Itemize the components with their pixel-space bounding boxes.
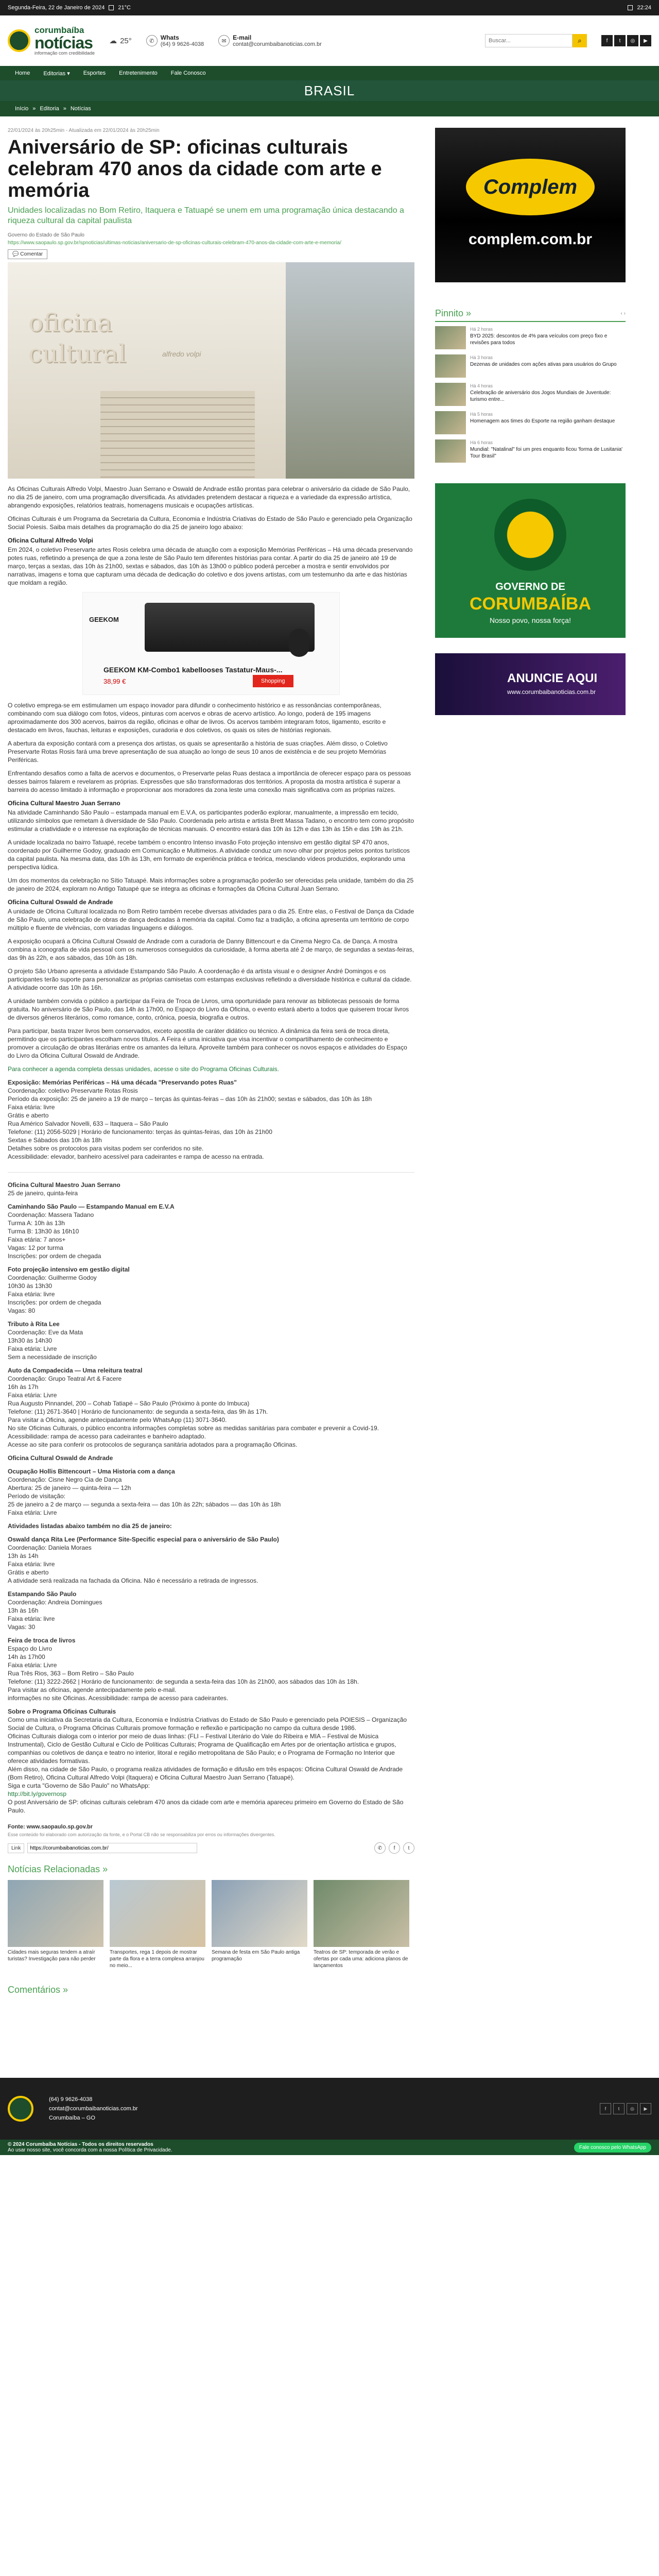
comment-icon: 💬 bbox=[12, 251, 21, 257]
schedule-line: Coordenação: Grupo Teatral Art & Facere bbox=[8, 1375, 122, 1382]
paragraph: As Oficinas Culturais Alfredo Volpi, Maestro Juan Serrano e Oswald de Andrade estão prontas para celebrar o aniversário da cidade de São Paulo, no dia 25 de janeiro, com uma programação diversificada. As atividades pretendem destacar a riqueza e a variedade da expressão artística, abrangendo exposições, relatórios teatrais, homenagens musicais e ocupações artísticas. bbox=[8, 485, 410, 509]
schedule-title: Oswald dança Rita Lee (Performance Site-Specific especial para o aniversário de São Paulo) bbox=[8, 1536, 279, 1543]
top-weather: 21°C bbox=[118, 5, 131, 11]
schedule-title: Caminhando São Paulo — Estampando Manual em E.V.A bbox=[8, 1203, 175, 1210]
schedule-title: Feira de troca de livros bbox=[8, 1637, 76, 1644]
schedule-line: Faixa etária: livre bbox=[8, 1561, 55, 1568]
article-author: Governo do Estado de São Paulo bbox=[8, 232, 84, 238]
instagram-icon[interactable]: ◎ bbox=[627, 2103, 638, 2114]
ad-complem-logo: Complem bbox=[466, 159, 595, 215]
schedule-line: Coordenação: Daniela Moraes bbox=[8, 1544, 92, 1551]
schedule-line: 14h às 17h00 bbox=[8, 1653, 45, 1660]
paragraph: O projeto São Urbano apresenta a atividade Estampando São Paulo. A coordenação é da artista visual e o designer André Domingos e os participantes terão suporte para personalizar as próprias camisetas com estampas exclusivas refletindo a diversidade histórica e cultural da cidade. A atividade ocorre das 10h às 16h. bbox=[8, 968, 412, 991]
pinned-title: Homenagem aos times do Esporte na região ganham destaque bbox=[470, 418, 615, 424]
schedule-line: 10h30 às 13h30 bbox=[8, 1282, 53, 1290]
comments-heading: Comentários » bbox=[8, 1985, 68, 1995]
crumb-sep: » bbox=[32, 106, 36, 112]
schedule-line: Coordenação: Cisne Negro Cia de Dança bbox=[8, 1476, 122, 1483]
schedule-line: Além disso, na cidade de São Paulo, o programa realiza atividades de formação e difusão em três espaços: Oficina Cultural Oswald de Andrade (Bom Retiro), Oficina Cultural Alfredo Volpi (Itaquera) e Oficina Cultural Maestro Juan Serrano (Tatuapé). bbox=[8, 1766, 403, 1781]
pinned-heading bbox=[435, 308, 626, 322]
pinned-title: BYD 2025: descontos de 4% para veículos com preço fixo e revisões para todos bbox=[470, 333, 608, 346]
comment-button[interactable] bbox=[8, 249, 47, 259]
clock-icon bbox=[628, 5, 633, 10]
source-block bbox=[8, 1824, 414, 1837]
schedule-line: Inscrições: por ordem de chegada bbox=[8, 1252, 101, 1260]
schedule-title: Foto projeção intensivo em gestão digital bbox=[8, 1266, 130, 1273]
paragraph: Na atividade Caminhando São Paulo – estampada manual em E.V.A, os participantes poderão explorar, manualmente, a impressão em tecido, utilizando símbolos que remetam à diversidade de São Paulo. Coordenada pelo artista e artista Brett Massa Tadano, o encontro tem como propósito estimular a criatividade e o interesse na exploração de técnicas manuais. O encontro estará das 10h às 12h e das 13h às 15h e das 19h às 21h. bbox=[8, 809, 414, 833]
section-banner: BRASIL bbox=[0, 80, 659, 101]
pinned-item[interactable] bbox=[435, 439, 626, 463]
related-heading: Notícias Relacionadas » bbox=[8, 1864, 108, 1874]
instagram-icon[interactable]: ◎ bbox=[627, 35, 638, 46]
schedule-line: O post Aniversário de SP: oficinas culturais celebram 470 anos da cidade com arte e memória apareceu primeiro em Governo do Estado de São Paulo. bbox=[8, 1799, 404, 1814]
nav-editorias[interactable]: Editorias ▾ bbox=[43, 70, 70, 77]
related-title: Cidades mais seguras tendem a atraír turistas? Investigação para não perder bbox=[8, 1950, 96, 1962]
current-date: Segunda-Feira, 22 de Janeiro de 2024 bbox=[8, 5, 105, 11]
schedule-line: Siga e curta "Governo de São Paulo" no WhatsApp: bbox=[8, 1782, 150, 1789]
nav-esportes[interactable]: Esportes bbox=[83, 70, 106, 76]
schedule-line: Período de visitação: bbox=[8, 1493, 66, 1500]
top-bar bbox=[0, 0, 659, 15]
pinned-time: Há 3 horas bbox=[470, 355, 493, 360]
schedule-line: 25 de janeiro, quinta-feira bbox=[8, 1190, 78, 1197]
paragraph: A abertura da exposição contará com a presença dos artistas, os quais se apresentarão a história de suas criações. Além disso, o Coletivo Preservarte Rotas Rosis fará uma breve apresentação de sua atuação ao longo de seus 10 anos de existência e de seu projeto Memórias Periféricas. bbox=[8, 740, 388, 764]
schedule-line: Turma A: 10h às 13h bbox=[8, 1219, 65, 1227]
crumb-sep: » bbox=[63, 106, 66, 112]
whatsapp-icon: ✆ bbox=[146, 35, 158, 46]
schedule-line: Coordenação: coletivo Preservarte Rotas Rosis bbox=[8, 1087, 138, 1094]
sidebar bbox=[435, 128, 626, 2057]
schedule-title: Ocupação Hollis Bittencourt – Uma Historia com a dança bbox=[8, 1468, 175, 1475]
schedule-line: A atividade será realizada na fachada da Oficina. Não é necessário a retirada de ingressos. bbox=[8, 1577, 258, 1584]
schedule-line: Faixa etária: Livre bbox=[8, 1509, 57, 1516]
source-note: Esse conteúdo foi elaborado com autorização da fonte, e o Portal CB não se responsabiliza por erros ou informações divergentes. bbox=[8, 1832, 275, 1837]
schedule-line: 13h30 às 14h30 bbox=[8, 1337, 53, 1344]
crumb-home[interactable]: Início bbox=[15, 106, 29, 112]
main-nav bbox=[0, 66, 659, 80]
pinned-item[interactable] bbox=[435, 354, 626, 378]
youtube-icon[interactable]: ▶ bbox=[640, 35, 651, 46]
schedule-line: Período da exposição: 25 de janeiro a 19 de março – terças às quintas-feiras – das 10h às 21h00; sextas e sábados, das 10h às 18h bbox=[8, 1095, 372, 1103]
schedule-line: Turma B: 13h30 às 16h10 bbox=[8, 1228, 79, 1235]
whatsapp-float-button[interactable]: Fale conosco pelo WhatsApp bbox=[574, 2143, 651, 2153]
pinned-title: Celebração de aniversário dos Jogos Mundiais de Juventude: turismo entre... bbox=[470, 390, 611, 402]
schedule-line: Telefone: (11) 2056-5029 | Horário de funcionamento: terças às quintas-feiras, das 10h às 21h00 bbox=[8, 1128, 272, 1136]
schedule-line: Detalhes sobre os protocolos para visitas podem ser conferidos no site. bbox=[8, 1145, 204, 1152]
paragraph: A unidade também convida o público a participar da Feira de Troca de Livros, uma oportunidade para renovar as bibliotecas pessoais de forma gratuita. No aniversário de São Paulo, das 14h às 17h00, no Espaço do Livro da Oficina, o evento estará aberto a todos que quiserem trocar livros de diversos gêneros literários, como romance, conto, crônica, poesia, biografia e outros. bbox=[8, 997, 409, 1021]
article-subtitle: Unidades localizadas no Bom Retiro, Itaquera e Tatuapé se unem em uma programação única destacando a riqueza cultural da capital paulista bbox=[8, 206, 404, 225]
section-heading: Oficina Cultural Maestro Juan Serrano bbox=[8, 800, 120, 807]
schedule-line[interactable]: http://bit.ly/governosp bbox=[8, 1790, 67, 1798]
mouse-image bbox=[289, 629, 309, 657]
schedule-title: Oficina Cultural Maestro Juan Serrano bbox=[8, 1181, 120, 1189]
schedule-line: Para visitar a Oficina, agende antecipadamente pelo WhatsApp (11) 3071-3640. bbox=[8, 1416, 227, 1423]
twitter-icon[interactable]: t bbox=[614, 35, 626, 46]
pinned-item[interactable] bbox=[435, 326, 626, 349]
schedule-line: Faixa etária: Livre bbox=[8, 1662, 57, 1669]
copyright: © 2024 Corumbaíba Notícias - Todos os direitos reservados bbox=[8, 2142, 153, 2147]
crumb-editoria[interactable]: Editoria bbox=[40, 106, 59, 112]
ad-anuncie[interactable] bbox=[435, 653, 626, 715]
hero-sky bbox=[286, 262, 414, 479]
ad-complem[interactable] bbox=[435, 128, 626, 282]
weather-value: 25° bbox=[120, 36, 132, 45]
schedule-title: Tributo à Rita Lee bbox=[8, 1320, 60, 1328]
schedule-line: Faixa etária: livre bbox=[8, 1615, 55, 1622]
schedule-line: 25 de janeiro a 2 de março — segunda a sexta-feira — das 10h às 22h; sábados — das 10h às 18h bbox=[8, 1501, 281, 1508]
sun-cloud-icon: ☁ bbox=[109, 37, 117, 45]
footer-contact bbox=[49, 2095, 138, 2123]
mail-icon: ✉ bbox=[218, 35, 230, 46]
pinned-heading-label: Pinnito » bbox=[435, 308, 472, 318]
schedule-line: Coordenação: Massera Tadano bbox=[8, 1211, 94, 1218]
schedule-line: Acessibilidade: elevador, banheiro acessível para cadeirantes e rampa de acesso na entrada. bbox=[8, 1153, 264, 1160]
schedule-line: Vagas: 80 bbox=[8, 1307, 36, 1314]
schedule-title: Sobre o Programa Oficinas Culturais bbox=[8, 1708, 116, 1715]
pinned-item[interactable] bbox=[435, 383, 626, 406]
related-card[interactable] bbox=[212, 1880, 307, 1969]
ad-title: GEEKOM KM-Combo1 kabellooses Tastatur-Maus-... bbox=[103, 666, 283, 674]
source-label: Fonte: www.saopaulo.sp.gov.br bbox=[8, 1824, 93, 1830]
schedule-line: Coordenação: Eve da Mata bbox=[8, 1329, 83, 1336]
related-title: Transportes, rega 1 depois de mostrar parte da flora e a terra complexa arranjou no meio... bbox=[110, 1950, 204, 1969]
email-contact[interactable] bbox=[218, 34, 322, 47]
breadcrumb bbox=[0, 101, 659, 116]
crumb-noticias[interactable]: Notícias bbox=[70, 106, 91, 112]
schedule-line: Abertura: 25 de janeiro — quinta-feira — 12h bbox=[8, 1484, 131, 1492]
pinned-thumb bbox=[435, 383, 466, 406]
pinned-time: Há 6 horas bbox=[470, 440, 493, 445]
paragraph: Para participar, basta trazer livros bem conservados, exceto apostila de caráter didático ou técnico. A dinâmica da feira será de troca direta, permitindo que os participantes escolham novos títulos. A Feira é uma iniciativa que visa incentivar o compartilhamento de conhecimento e promover a circulação de obras literárias entre os amantes da leitura. Aproveite também para conhecer os novos espaços e atividades do Espaço do Livro da Oficina Cultural Oswald de Andrade. bbox=[8, 1027, 407, 1059]
schedule-line: Faixa etária: Livre bbox=[8, 1345, 57, 1352]
paragraph: Enfrentando desafios como a falta de acervos e documentos, o Preservarte pelas Ruas destaca a importância de oferecer espaço para os pessoas desses bairros falarem e revelarem as próprias. Expressões que são transformadoras dos territórios. A proposta da mostra artística é superar a barreira do acesso limitado à informação e proporcionar aos moradores da zona leste uma conexão mais significativa com as próprias raízes. bbox=[8, 770, 411, 793]
comment-label: Comentar bbox=[20, 251, 43, 257]
share-bar bbox=[8, 1842, 414, 1854]
youtube-icon[interactable]: ▶ bbox=[640, 2103, 651, 2114]
author-link[interactable]: https://www.saopaulo.sp.gov.br/spnoticias/ultimas-noticias/aniversario-de-sp-oficinas-culturais-celebram-470-anos-da-cidade-com-arte-e-memoria/ bbox=[8, 240, 341, 246]
nav-home[interactable]: Home bbox=[15, 70, 30, 76]
facebook-icon[interactable]: f bbox=[600, 2103, 611, 2114]
pinned-time: Há 4 horas bbox=[470, 383, 493, 388]
schedule-line: Rua Américo Salvador Novelli, 633 – Itaquera – São Paulo bbox=[8, 1120, 168, 1127]
hero-stairs bbox=[100, 391, 255, 479]
schedule-line: Faixa etária: Livre bbox=[8, 1392, 57, 1399]
paragraph: O coletivo emprega-se em estimulamen um espaço inovador para difundir o conhecimento histórico e as ressonâncias contemporâneas, combinando com sua diálogo com fotos, vídeos, pinturas com acervos e obras de acervo artístico. Ao longo, poderá de 195 imagens aproximadamente dos 300 acervos, bairros da região, oficinas e olhar de livros. Os acervos também integraram fotos, ligamento, escrito e destacado em livros, fauchas, leituras e exposições, curadoria e dos coletivos, os quais os sites de histórias regionais. bbox=[8, 702, 386, 734]
related-title: Teatros de SP: temporada de verão e ofertas por cada uma: adiciona planos de lançamentos bbox=[314, 1950, 408, 1969]
ad-anuncie-site: www.corumbaibanoticias.com.br bbox=[507, 688, 596, 696]
paragraph[interactable]: Para conhecer a agenda completa dessas unidades, acesse o site do Programa Oficinas Culturais. bbox=[8, 1065, 279, 1073]
related-image bbox=[8, 1880, 103, 1947]
carousel-arrows-icon[interactable]: ‹ › bbox=[620, 311, 626, 316]
related-card[interactable] bbox=[8, 1880, 103, 1969]
schedule-line: Faixa etária: livre bbox=[8, 1291, 55, 1298]
schedule-line: informações no site Oficinas. Acessibilidade: rampa de acesso para cadeirantes. bbox=[8, 1694, 229, 1702]
hero-image bbox=[8, 262, 414, 479]
schedule-line: Vagas: 12 por turma bbox=[8, 1244, 63, 1251]
search-box bbox=[485, 34, 587, 47]
schedule-line: Telefone: (11) 2671-3640 | Horário de funcionamento: de segunda a sexta-feira, das 9h às 17h. bbox=[8, 1408, 268, 1415]
schedule-list bbox=[8, 1181, 414, 1815]
schedule-line: Faixa etária: 7 anos+ bbox=[8, 1236, 66, 1243]
pinned-item[interactable] bbox=[435, 411, 626, 434]
schedule-title: Exposição: Memórias Periféricas – Há uma década "Preservando potes Ruas" bbox=[8, 1079, 237, 1086]
article-body bbox=[8, 485, 414, 1161]
divider bbox=[8, 1172, 414, 1173]
ad-gov-line2: CORUMBAÍBA bbox=[469, 594, 592, 614]
facebook-share-icon[interactable]: f bbox=[389, 1842, 400, 1854]
weather-widget bbox=[109, 36, 132, 45]
site-logo[interactable] bbox=[8, 26, 95, 56]
top-time: 22:24 bbox=[637, 5, 651, 11]
email-value: contat@corumbaibanoticias.com.br bbox=[233, 41, 322, 47]
paragraph: Em 2024, o coletivo Preservarte artes Rosis celebra uma década de atuação com a exposição Memórias Periféricas – Há uma década preservando potes ruas, refletindo a presença de que a zona leste de São Paulo tem diferentes histórias para contar. A partir do dia 25 de janeiro até 19 de março, terças a sextas, das 10h às 21h00, sextas e sábados, das 10h às 13h00 o público poderá perceber a mostra e sentir envolvidos por narrativas, imagens e toma que capturam uma década de dedicação do coletivo e dos jovens artistas, com um testemunho da arte e das histórias que moldam a região. bbox=[8, 546, 413, 586]
whats-value: (64) 9 9626-4038 bbox=[160, 41, 204, 47]
pinned-time: Há 5 horas bbox=[470, 412, 493, 417]
ad-anuncie-title: ANUNCIE AQUI bbox=[507, 671, 598, 685]
ad-geekom[interactable] bbox=[82, 592, 340, 695]
schedule-line: Acesse ao site para conferir os protocolos de segurança sanitária adotados para a programação Oficinas. bbox=[8, 1441, 298, 1448]
ad-governo[interactable] bbox=[435, 483, 626, 638]
schedule-line: Para visitar as oficinas, agende antecipadamente pelo e-mail. bbox=[8, 1686, 177, 1693]
social-links bbox=[601, 35, 651, 46]
pinned-title: Dezenas de unidades com ações ativas para usuários do Grupo bbox=[470, 362, 617, 367]
article-column bbox=[8, 128, 414, 2057]
schedule-line: 13h às 14h bbox=[8, 1552, 39, 1560]
article-meta: 22/01/2024 às 20h25min - Atualizada em 22/01/2024 às 20h25min bbox=[8, 128, 160, 133]
ad-gov-line1: GOVERNO DE bbox=[495, 581, 565, 592]
schedule-line: Coordenação: Guilherme Godoy bbox=[8, 1274, 97, 1281]
schedule-line: Acessibilidade: rampa de acesso para cadeirantes e banheiro adaptado. bbox=[8, 1433, 206, 1440]
schedule-line: Sextas e Sábados das 10h às 18h bbox=[8, 1137, 102, 1144]
article-title: Aniversário de SP: oficinas culturais celebram 470 anos da cidade com arte e memória bbox=[8, 137, 382, 201]
pinned-thumb bbox=[435, 439, 466, 463]
schedule-title: Oficina Cultural Oswald de Andrade bbox=[8, 1454, 113, 1462]
related-card[interactable] bbox=[314, 1880, 409, 1969]
whats-label: Whats bbox=[160, 34, 179, 41]
section-heading: Oficina Cultural Oswald de Andrade bbox=[8, 899, 113, 906]
schedule-line: Como uma iniciativa da Secretaria da Cultura, Economia e Indústria Criativas do Estado de São Paulo e gerenciado pela POIESIS – Organização Social de Cultura, o Programa Oficinas Culturais promove formação e reflexão e participação no campo da cultura desde 1986. bbox=[8, 1716, 407, 1732]
whatsapp-share-icon[interactable]: ✆ bbox=[374, 1842, 386, 1854]
related-image bbox=[110, 1880, 205, 1947]
schedule-block bbox=[8, 1078, 414, 1161]
schedule-line: Rua Três Rios, 363 – Bom Retiro – São Paulo bbox=[8, 1670, 134, 1677]
footer-logo[interactable] bbox=[8, 2096, 33, 2122]
schedule-line: Grátis e aberto bbox=[8, 1112, 49, 1119]
schedule-line: 16h às 17h bbox=[8, 1383, 39, 1391]
logo-line2: notícias bbox=[34, 33, 93, 52]
related-image bbox=[314, 1880, 409, 1947]
footer-phone[interactable]: (64) 9 9626-4038 bbox=[49, 2096, 93, 2103]
whatsapp-contact[interactable] bbox=[146, 34, 204, 47]
site-footer bbox=[0, 2078, 659, 2140]
hero-sign-line1: oficina bbox=[28, 309, 112, 337]
schedule-title: Auto da Compadecida — Uma releitura teatral bbox=[8, 1367, 143, 1374]
schedule-title: Atividades listadas abaixo também no dia 25 de janeiro: bbox=[8, 1522, 172, 1530]
facebook-icon[interactable]: f bbox=[601, 35, 613, 46]
pinned-thumb bbox=[435, 411, 466, 434]
paragraph: A exposição ocupará a Oficina Cultural Oswald de Andrade com a curadoria de Danny Bittencourt e da Cinema Negro Ca. de Dança. A mostra combina a iconografia de vida pessoal com os numerosos conseguidos da curiosidade, à forma aberta até 2 de março, de segundas a sextas-feiras, das 9h às 22h, e aos sábados, das 10h às 18h. bbox=[8, 938, 414, 961]
schedule-line: Inscrições: por ordem de chegada bbox=[8, 1299, 101, 1306]
site-header bbox=[0, 15, 659, 66]
footer-socials bbox=[600, 2103, 651, 2114]
twitter-share-icon[interactable]: t bbox=[403, 1842, 414, 1854]
ad-price: 38,99 € bbox=[103, 677, 126, 685]
schedule-line: 13h às 16h bbox=[8, 1607, 39, 1614]
schedule-line: Rua Augusto Pinnandel, 200 – Cohab Tatiapé – São Paulo (Próximo à ponte do Imbuca) bbox=[8, 1400, 250, 1407]
logo-line1: corumbaíba bbox=[34, 25, 84, 35]
paragraph: Um dos momentos da celebração no Sítio Tatuapé. Mais informações sobre a programação poderão ser oferecidas pela unidade, também do dia 25 de janeiro de 2024, exploram no Antigo Tatuapé que se integra as oficinas e formações da Oficina Cultural Juan Serrano. bbox=[8, 877, 414, 892]
hero-sign-line3: alfredo volpi bbox=[162, 350, 201, 358]
search-input[interactable] bbox=[485, 34, 573, 47]
footer-address: Corumbaíba – GO bbox=[49, 2115, 95, 2121]
paragraph: Oficinas Culturais é um Programa da Secretaria da Cultura, Economia e Indústria Criativas do Estado de São Paulo e gerenciado pela Organização Social Poiesis. Saiba mais detalhes da programação do dia 25 de janeiro logo abaixo: bbox=[8, 515, 412, 531]
schedule-line: Vagas: 30 bbox=[8, 1623, 36, 1631]
section-heading: Oficina Cultural Alfredo Volpi bbox=[8, 537, 94, 544]
twitter-icon[interactable]: t bbox=[613, 2103, 625, 2114]
schedule-line: Telefone: (11) 3222-2662 | Horário de funcionamento: de segunda a sexta-feira das 10h às 21h00, aos sábados das 10h às 18h. bbox=[8, 1678, 359, 1685]
schedule-line: No site Oficinas Culturais, o público encontra informações completas sobre as medidas sanitárias para combater e prevenir a Covid-19. bbox=[8, 1425, 379, 1432]
nav-entretenimento[interactable]: Entretenimento bbox=[119, 70, 158, 76]
logo-tagline: informação com credibilidade bbox=[34, 50, 95, 56]
privacy-note[interactable]: Ao usar nosso site, você concorda com a nossa Política de Privacidade. bbox=[8, 2147, 172, 2153]
related-card[interactable] bbox=[110, 1880, 205, 1969]
bottom-bar bbox=[0, 2140, 659, 2155]
hero-sign-line2: cultural bbox=[28, 340, 127, 368]
ad-cta-button[interactable]: Shopping bbox=[253, 675, 293, 687]
seal-icon bbox=[494, 499, 566, 571]
ad-brand: GEEKOM bbox=[89, 616, 119, 623]
search-icon: ⌕ bbox=[578, 37, 582, 44]
cloud-icon bbox=[109, 5, 114, 10]
schedule-line: Grátis e aberto bbox=[8, 1569, 49, 1576]
pinned-title: Mundial: "Natalinal" foi um pres enquanto ficou 'forma de Lusitania' Tour Brasil" bbox=[470, 447, 623, 459]
share-url-input[interactable] bbox=[27, 1843, 197, 1853]
schedule-line: Espaço do Livro bbox=[8, 1645, 53, 1652]
related-title: Semana de festa em São Paulo antiga programação bbox=[212, 1950, 300, 1962]
paragraph: A unidade de Oficina Cultural localizada no Bom Retiro também recebe diversas atividades para o dia 25. Entre elas, o Festival de Dança da Cidade de São Paulo, uma celebração de obras de dança dedicadas à memória da capital. Como faz a tradição, a oficina apresenta um território de corpo múltiplo e fluente de vivências, com variadas linguagens e diálogos. bbox=[8, 908, 414, 931]
email-label: E-mail bbox=[233, 34, 252, 41]
related-image bbox=[212, 1880, 307, 1947]
schedule-title: Estampando São Paulo bbox=[8, 1590, 77, 1598]
logo-icon bbox=[8, 29, 30, 52]
link-label: Link bbox=[8, 1843, 24, 1853]
paragraph: A unidade localizada no bairro Tatuapé, recebe também o encontro Intenso invasão Foto projeção intensivo em gestão digital SP 470 anos, coordenado por Guilherme Godoy, graduado em Comunicação e Multimeios. A atividade conduz um novo olhar por projetos pelos pontos turísticos da capital paulista. Na mesma data, das 10h às 13h, em formato de experiência prática e teórica, mesclando vídeos produzidos, explorando uma perspectiva lúdica. bbox=[8, 839, 410, 871]
search-button[interactable] bbox=[573, 34, 587, 47]
schedule-line: Oficinas Culturais dialoga com o interior por meio de duas linhas: (FLI – Festival Literário do Vale do Ribeira e MIA – Festival de Música Instrumental), Ciclo de Gestão Cultural e Ciclo de Políticas Culturais; Programa de Qualificação em Artes por de orientação artística e grupos, companhias ou coletivos de dança e teatro no interior, litoral e região metropolitana de São Paulo; e o Programa de Formação no Interior que oferece atividades formativas. bbox=[8, 1733, 396, 1765]
pinned-thumb bbox=[435, 326, 466, 349]
related-list bbox=[8, 1880, 414, 1969]
schedule-line: Sem a necessidade de inscrição bbox=[8, 1353, 97, 1361]
pinned-time: Há 2 horas bbox=[470, 327, 493, 332]
ad-gov-line3: Nosso povo, nossa força! bbox=[490, 616, 571, 624]
nav-fale-conosco[interactable]: Fale Conosco bbox=[170, 70, 206, 76]
schedule-line: Coordenação: Andreia Domingues bbox=[8, 1599, 102, 1606]
schedule-line: Faixa etária: livre bbox=[8, 1104, 55, 1111]
footer-email[interactable]: contat@corumbaibanoticias.com.br bbox=[49, 2106, 138, 2112]
pinned-thumb bbox=[435, 354, 466, 378]
ad-complem-site: complem.com.br bbox=[468, 231, 593, 248]
